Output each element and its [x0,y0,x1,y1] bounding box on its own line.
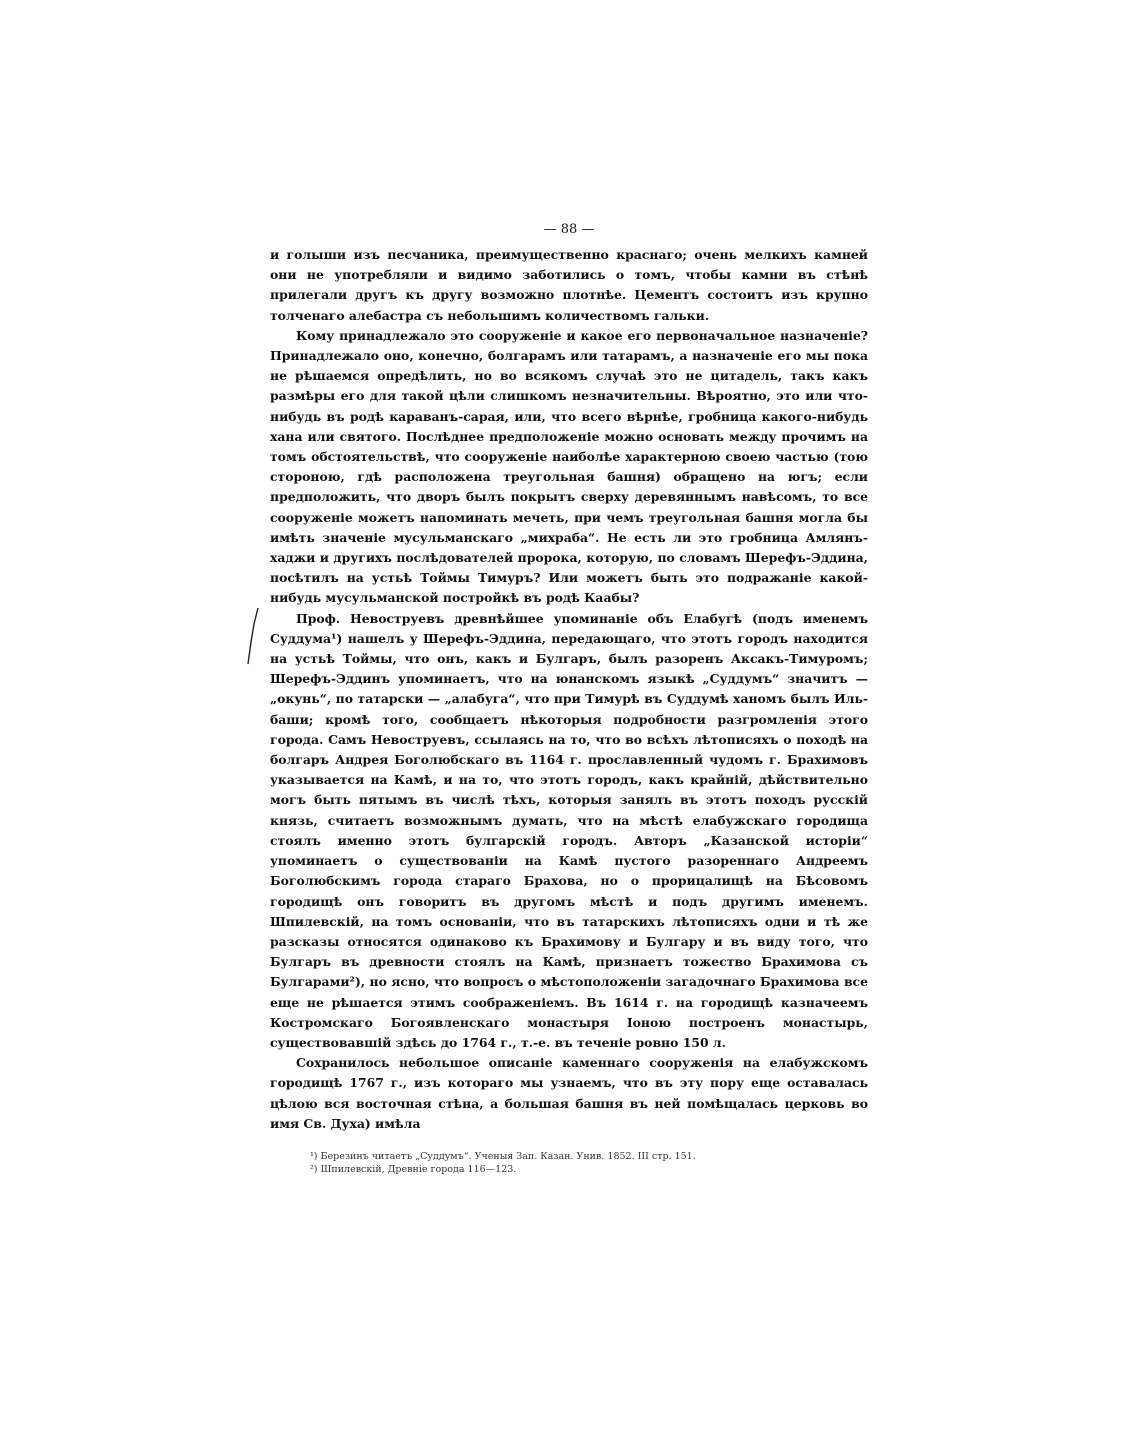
paragraph-2: Кому принадлежало это сооруженіе и какое его первоначальное назначеніе? Принадлежало оно, конечно, болгарамъ или татарамъ, а назначеніе его мы пока не рѣшаемся опредѣлить, но во всякомъ случаѣ это не цитадель, такъ какъ размѣры его для такой цѣли слишкомъ незначительны. Вѣроятно, это или что-нибудь въ родѣ караванъ-сарая, или, что всего вѣрнѣе, гробница какого-нибудь хана или святого. Послѣднее предположеніе можно основать между прочимъ на томъ обстоятельствѣ, что сооруженіе наиболѣе характерною своею частью (тою стороною, гдѣ расположена треугольная башня) обращено на югъ; если предположить, что дворъ былъ покрытъ сверху деревяннымъ навѣсомъ, то все сооруженіе можетъ напоминать мечеть, при чемъ треугольная башня могла бы имѣть значеніе мусульманскаго „михраба“. Не есть ли это гробница Амлянъ-хаджи и другихъ послѣдователей пророка, которую, по словамъ Шерефъ-Эддина, посѣтилъ на устьѣ Тоймы Тимуръ? Или можетъ быть это подражаніе какой-нибудь мусульманской постройкѣ въ родѣ Каабы? [270,327,868,606]
document-page [270,222,868,1176]
page-number: — 88 — [543,222,595,237]
margin-pencil-mark [244,606,264,666]
footnote-1: ¹) Березинъ читаетъ „Суддумъ“. Ученыя Зап. Казан. Унив. 1852. III стр. 151. [310,1150,696,1162]
footnotes [270,1150,868,1176]
paragraph-1: и голыши изъ песчаника, преимущественно краснаго; очень мелкихъ камней они не употребляли и видимо заботились о томъ, чтобы камни въ стѣнѣ прилегали другъ къ другу возможно плотнѣе. Цементъ состоитъ изъ крупно толченаго алебастра съ небольшимъ количествомъ гальки. [270,247,868,323]
paragraph-3: Проф. Невоструевъ древнѣйшее упоминаніе объ Елабугѣ (подъ именемъ Суддума¹) нашелъ у Шерефъ-Эддина, передающаго, что этотъ городъ находится на устьѣ Тоймы, что онъ, какъ и Булгаръ, былъ разоренъ Аксакъ-Тимуромъ; Шерефъ-Эддинъ упоминаетъ, что на юнанскомъ языкѣ „Суддумъ“ значитъ — „окунь“, по татарски — „алабуга“, что при Тимурѣ въ Суддумѣ ханомъ былъ Иль-баши; кромѣ того, сообщаетъ нѣкоторыя подробности разгромленія этого города. Самъ Невоструевъ, ссылаясь на то, что во всѣхъ лѣтописяхъ о походѣ на болгаръ Андрея Боголюбскаго въ 1164 г. прославленный чудомъ г. Брахимовъ указывается на Камѣ, и на то, что этотъ городъ, какъ крайній, дѣйствительно могъ быть пятымъ въ числѣ тѣхъ, которыя занялъ въ этотъ походъ русскій князь, считаетъ возможнымъ думать, что на мѣстѣ елабужскаго городища стоялъ именно этотъ булгарскій городъ. Авторъ „Казанской исторіи“ упоминаетъ о существованіи на Камѣ пустого разореннаго Андреемъ Боголюбскимъ города стараго Брахова, но о прорицалищѣ на Бѣсовомъ городищѣ онъ говоритъ въ другомъ мѣстѣ и подъ другимъ именемъ. Шпилевскій, на томъ основаніи, что въ татарскихъ лѣтописяхъ одни и тѣ же разсказы относятся одинаково къ Брахимову и Булгару и въ виду того, что Булгаръ въ древности стоялъ на Камѣ, признаетъ тожество Брахимова съ Булгарами²), но ясно, что вопросъ о мѣстоположеніи загадочнаго Брахимова все еще не рѣшается этимъ соображеніемъ. Въ 1614 г. на городищѣ казначеемъ Костромскаго Богоявленскаго монастыря Іоною построенъ монастырь, существовавшій здѣсь до 1764 г., т.-е. въ теченіе ровно 150 л. [270,610,868,1050]
footnote-2: ²) Шпилевскій, Древніе города 116—123. [310,1163,517,1175]
paragraph-4: Сохранилось небольшое описаніе каменнаго сооруженія на елабужскомъ городищѣ 1767 г., изъ котораго мы узнаемъ, что въ эту пору еще оставалась цѣлою вся восточная стѣна, а большая башня въ ней помѣщалась церковь во имя Св. Духа) имѣла [270,1055,868,1131]
